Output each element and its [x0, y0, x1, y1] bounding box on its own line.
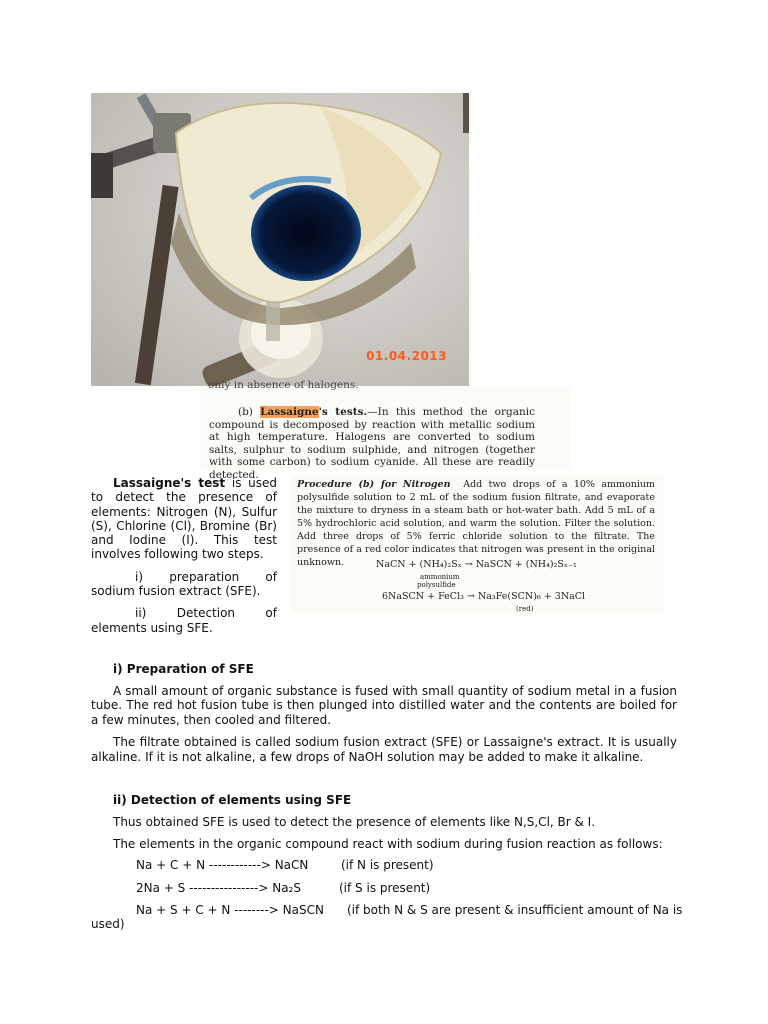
equation-2-note-red: (red) [516, 605, 534, 613]
highlighted-term: Lassaigne [260, 406, 319, 418]
intro-paragraph [91, 476, 277, 562]
procedure-text: Add two drops of a 10% ammonium polysulfide solution to 2 mL of the sodium fusion filtrate, and evaporate the mixture to dryness in a steam bath or hot-water bath. Add 5 mL of a 5% hydrochloric acid solution, and warm the solution. Filter the solution. Add three drops of 5% ferric chloride solution to the filtrate. The presence of a red color indicates that nitrogen was present in the original unknown. [297, 479, 655, 568]
excerpt-text: —In this method the organic compound is decomposed by reaction with metallic sodium at high temperature. Halogens are converted to sodium salts, sulphur to sodium sulphide, and nitrogen (together with some carbon) to sodium cyanide. All these are readily detected. [209, 406, 535, 481]
cut-off-line: only in absence of halogens. [208, 379, 359, 391]
section-detection [91, 793, 677, 852]
section-1-paragraph-1: A small amount of organic substance is fused with small quantity of sodium metal in a fusion tube. The red hot fusion tube is then plunged into distilled water and the contents are boiled for a few minutes, then cooled and filtered. [91, 683, 677, 727]
equation-2: 6NaSCN + FeCl₃ → Na₃Fe(SCN)₆ + 3NaCl [382, 591, 586, 602]
section-1-paragraph-2: The filtrate obtained is called sodium fusion extract (SFE) or Lassaigne's extract. It is usually alkaline. If it is not alkaline, a few drops of NaOH solution may be added to make it alkaline. [91, 735, 677, 764]
section-2-heading: ii) Detection of elements using SFE [113, 793, 352, 807]
scanned-excerpt-lassaigne [200, 379, 570, 481]
reaction-3-wrap: used) [91, 917, 125, 931]
reaction-1: Na + C + N ------------> NaCN [136, 858, 309, 872]
equation-1-note-polysulfide: polysulfide [417, 581, 456, 589]
intro-step-2: ii) Detection of elements using SFE. [91, 606, 277, 635]
intro-step-1: i) preparation of sodium fusion extract (SFE). [91, 569, 277, 599]
intro-column [91, 476, 277, 635]
excerpt-title-rest: 's tests. [318, 406, 368, 418]
intro-bold-lead: Lassaigne's test [113, 476, 226, 490]
reaction-2: 2Na + S ----------------> Na₂S [136, 881, 301, 895]
procedure-title: Procedure (b) for Nitrogen [297, 479, 451, 490]
intro-text: is used to detect the presence of elements: Nitrogen (N), Sulfur (S), Chlorine (Cl), Bromine (Br) and Iodine (I). This test involves following two steps. [91, 476, 277, 562]
photo-date-stamp: 01.04.2013 [366, 348, 447, 363]
reaction-3: Na + S + C + N --------> NaSCN [136, 903, 324, 917]
section-2-paragraph-1: Thus obtained SFE is used to detect the presence of elements like N,S,Cl, Br & I. [113, 814, 596, 829]
section-2-paragraph-2: The elements in the organic compound react with sodium during fusion reaction as follows: [113, 837, 663, 851]
funnel-illustration [91, 93, 469, 386]
procedure-paragraph [297, 478, 655, 569]
section-1-heading: i) Preparation of SFE [113, 662, 254, 676]
filter-funnel-photo [91, 93, 469, 386]
excerpt-paragraph [209, 406, 535, 481]
reaction-2-condition: (if S is present) [339, 881, 431, 895]
reaction-1-condition: (if N is present) [341, 858, 434, 872]
equation-1: NaCN + (NH₄)₂Sₓ → NaSCN + (NH₄)₂Sₓ₋₁ [376, 559, 577, 570]
equation-1-note-ammonium: ammonium [420, 573, 460, 581]
reaction-3-condition: (if both N & S are present & insufficient amount of Na is [347, 903, 683, 917]
section-preparation [91, 662, 677, 764]
scanned-excerpt-procedure [290, 474, 664, 614]
excerpt-label: (b) [237, 406, 253, 418]
